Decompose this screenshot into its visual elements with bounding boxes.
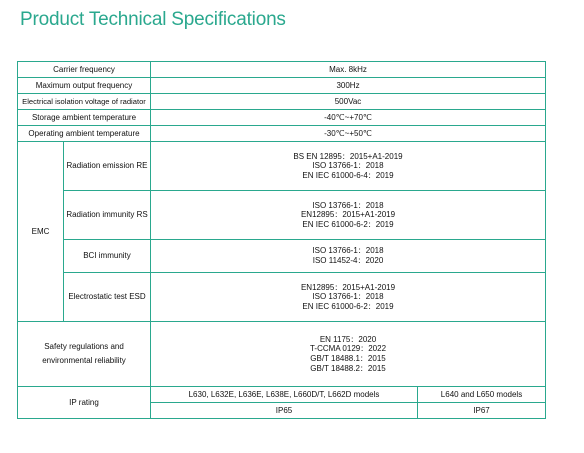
page-title: Product Technical Specifications <box>20 9 286 30</box>
emc-item-label: Electrostatic test ESD <box>64 273 151 322</box>
standard-line: BS EN 12895：2015+A1-2019 <box>293 151 403 161</box>
emc-item-label: Radiation emission RE <box>64 142 151 191</box>
ip-rating-a: IP65 <box>151 403 418 419</box>
safety-label <box>18 322 151 387</box>
spec-label: Maximum output frequency <box>18 78 151 94</box>
standard-line: EN12895：2015+A1-2019 <box>300 282 396 292</box>
safety-row <box>18 322 546 387</box>
standard-line: GB/T 18488.2：2015 <box>310 363 386 373</box>
spec-row <box>18 78 546 94</box>
safety-label-line: environmental reliability <box>42 356 126 365</box>
standard-line: ISO 13766-1：2018 <box>312 161 384 171</box>
spec-label: Electrical isolation voltage of radiator <box>18 94 151 110</box>
spec-label: Operating ambient temperature <box>18 126 151 142</box>
spec-label: Storage ambient temperature <box>18 110 151 126</box>
spec-row <box>18 94 546 110</box>
safety-standards <box>151 322 546 387</box>
ip-label: IP rating <box>18 387 151 419</box>
spec-table <box>17 61 546 419</box>
emc-item-standards <box>151 142 546 191</box>
ip-rating-b: IP67 <box>418 403 546 419</box>
standard-line: T-CCMA 0129：2022 <box>309 344 387 354</box>
ip-models-a: L630, L632E, L636E, L638E, L660D/T, L662D models <box>151 387 418 403</box>
emc-item-standards <box>151 240 546 273</box>
emc-item-label: BCI immunity <box>64 240 151 273</box>
emc-row <box>18 240 546 273</box>
standard-line: ISO 13766-1：2018 <box>312 246 384 256</box>
spec-row <box>18 126 546 142</box>
spec-value: -30℃~+50℃ <box>151 126 546 142</box>
spec-label: Carrier frequency <box>18 62 151 78</box>
emc-row <box>18 142 546 191</box>
emc-row <box>18 273 546 322</box>
emc-row <box>18 191 546 240</box>
standard-line: EN IEC 61000-6-4：2019 <box>302 170 394 180</box>
spec-value: 500Vac <box>151 94 546 110</box>
standard-line: EN 1175：2020 <box>319 334 377 344</box>
emc-item-standards <box>151 191 546 240</box>
standard-line: ISO 13766-1：2018 <box>312 200 384 210</box>
standard-line: GB/T 18488.1：2015 <box>310 354 386 363</box>
spec-row <box>18 62 546 78</box>
standard-line: EN12895：2015+A1-2019 <box>300 210 396 220</box>
spec-row <box>18 110 546 126</box>
standard-line: EN IEC 61000-6-2：2019 <box>302 219 394 229</box>
emc-label: EMC <box>18 142 64 322</box>
standard-line: ISO 13766-1：2018 <box>312 292 384 302</box>
spec-value: Max. 8kHz <box>151 62 546 78</box>
ip-models-b: L640 and L650 models <box>418 387 546 403</box>
standard-line: EN IEC 61000-6-2：2019 <box>302 301 394 311</box>
spec-value: 300Hz <box>151 78 546 94</box>
safety-label-line: Safety regulations and <box>44 342 124 352</box>
standard-line: ISO 11452-4：2020 <box>312 256 384 265</box>
emc-item-standards <box>151 273 546 322</box>
ip-row <box>18 387 546 403</box>
emc-item-label: Radiation immunity RS <box>64 191 151 240</box>
spec-value: -40℃~+70℃ <box>151 110 546 126</box>
